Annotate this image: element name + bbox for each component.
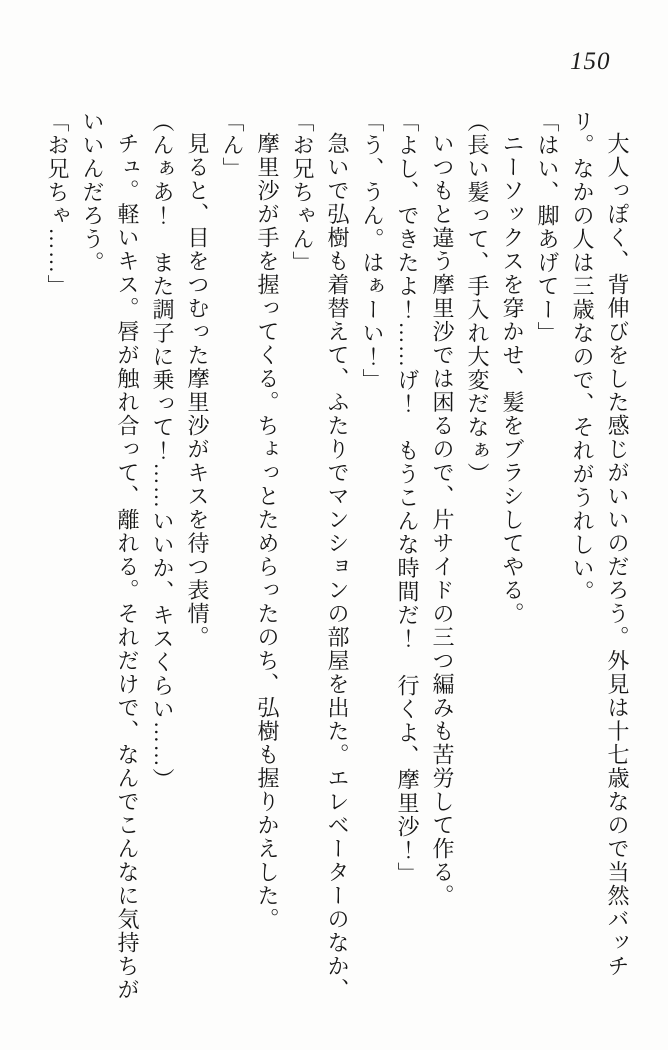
paragraph-dialogue: 「お兄ちゃん」: [290, 110, 315, 275]
paragraph: チュ。軽いキス。唇が触れ合って、離れる。それだけで、なんでこんなに気持ちがいいんだろう。: [80, 110, 140, 1002]
page-number: 150: [570, 48, 611, 75]
paragraph-dialogue: 「よし、できたよ！……げ！ もうこんな時間だ！ 行くよ、摩里沙！」: [395, 110, 420, 886]
paragraph: 大人っぽく、背伸びをした感じがいいのだろう。外見は十七歳なので当然バッチリ。なかの人は三歳なので、それがうれしい。: [570, 110, 630, 978]
paragraph-dialogue: 「う、うん。はぁーい！」: [360, 110, 385, 392]
paragraph: 見ると、目をつむった摩里沙がキスを待つ表情。: [185, 132, 210, 649]
paragraph: 急いで弘樹も着替えて、ふたりでマンションの部屋を出た。エレベーターのなか、: [325, 132, 350, 1002]
paragraph-thought: （んぁあ！ また調子に乗って！……いいか、キスくらい……）: [150, 110, 175, 792]
paragraph-thought: （長い髪って、手入れ大変だなぁ）: [465, 110, 490, 486]
paragraph-dialogue: 「はい、脚あげてー」: [535, 110, 560, 345]
paragraph: いつもと違う摩里沙では困るので、片サイドの三つ編みも苦労して作る。: [430, 132, 455, 908]
paragraph: ニーソックスを穿かせ、髪をブラシしてやる。: [500, 132, 525, 626]
page-text: [38, 110, 635, 1007]
paragraph-dialogue: 「お兄ちゃ……」: [45, 110, 70, 298]
paragraph: 摩里沙が手を握ってくる。ちょっとためらったのち、弘樹も握りかえした。: [255, 132, 280, 931]
paragraph-dialogue: 「ん」: [220, 110, 245, 181]
